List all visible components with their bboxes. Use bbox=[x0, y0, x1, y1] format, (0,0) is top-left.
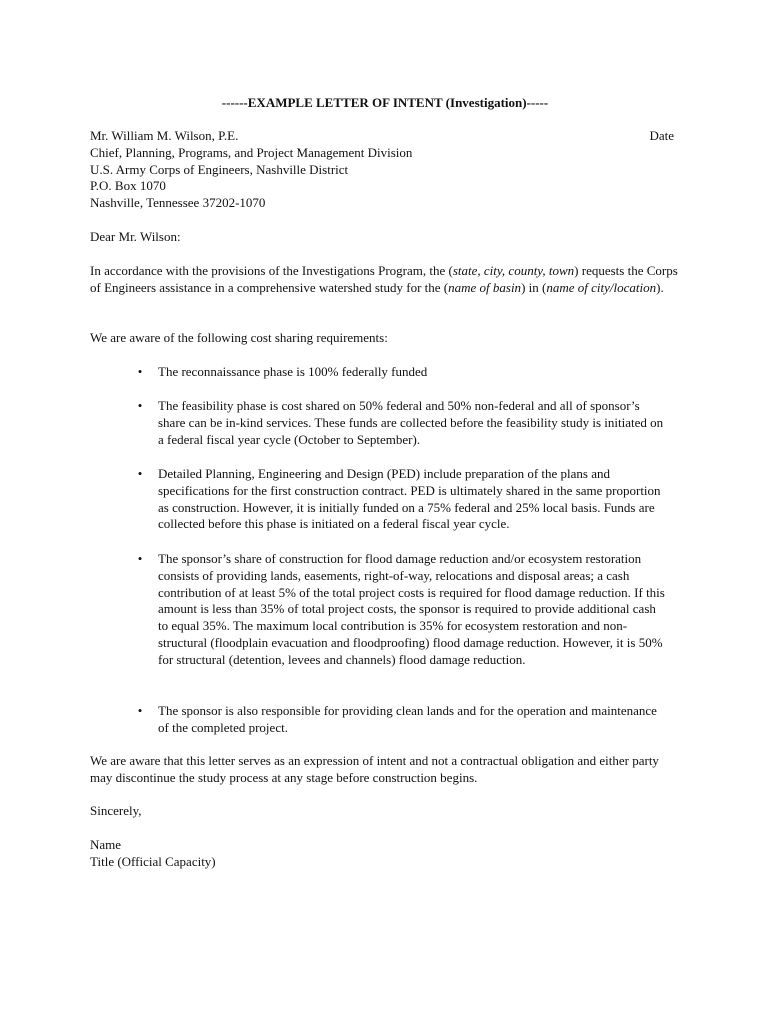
letter-date: Date bbox=[649, 128, 674, 143]
placeholder-sponsor: state, city, county, town bbox=[452, 263, 575, 278]
recipient-po-box: P.O. Box 1070 bbox=[90, 178, 166, 194]
cost-sharing-intro: We are aware of the following cost sharing requirements: bbox=[90, 330, 388, 345]
list-item-text: The sponsor is also responsible for providing clean lands and for the operation and maintenance of the completed project. bbox=[158, 703, 657, 735]
list-item bbox=[137, 551, 668, 669]
list-item bbox=[137, 466, 668, 533]
bullet-icon: • bbox=[137, 466, 143, 481]
recipient-organization: U.S. Army Corps of Engineers, Nashville District bbox=[90, 161, 349, 177]
bullet-icon: • bbox=[137, 398, 143, 413]
bullet-icon: • bbox=[137, 551, 143, 566]
recipient-position: Chief, Planning, Programs, and Project Management Division bbox=[90, 144, 413, 160]
list-item bbox=[137, 703, 668, 737]
salutation: Dear Mr. Wilson: bbox=[90, 229, 181, 244]
recipient-city: Nashville, Tennessee 37202-1070 bbox=[90, 195, 266, 211]
bullet-icon: • bbox=[137, 703, 143, 718]
signature-title: Title (Official Capacity) bbox=[90, 853, 216, 869]
placeholder-basin: name of basin bbox=[448, 279, 522, 295]
list-item-text: The reconnaissance phase is 100% federally funded bbox=[158, 364, 428, 379]
list-item bbox=[137, 364, 668, 381]
list-item-text: Detailed Planning, Engineering and Design (PED) include preparation of the plans and specifications for the first construction contract. PED is ultimately shared in the same proportion as construction. However, it is initially funded on a 75% federal and 25% local basis. Funds are collected before this phase is initiated on a federal fiscal year cycle. bbox=[158, 466, 661, 532]
closing-paragraph: We are aware that this letter serves as an expression of intent and not a contractual obligation and either party may discontinue the study process at any stage before construction begins. bbox=[90, 753, 659, 785]
letter-title: ------EXAMPLE LETTER OF INTENT (Investigation)----- bbox=[221, 95, 549, 110]
bullet-icon: • bbox=[137, 364, 143, 379]
recipient-name: Mr. William M. Wilson, P.E. bbox=[90, 128, 239, 143]
signoff: Sincerely, bbox=[90, 803, 142, 818]
signature-name: Name bbox=[90, 837, 122, 852]
placeholder-location: name of city/location bbox=[546, 279, 657, 295]
opening-paragraph: In accordance with the provisions of the Investigations Program, the (state, city, county, town) requests the Corps of Engineers assistance in a comprehensive watershed study for the (name of basin) in (name of city/location). bbox=[90, 263, 678, 295]
signature-block bbox=[90, 837, 680, 871]
list-item bbox=[137, 398, 668, 448]
list-item-text: The sponsor’s share of construction for flood damage reduction and/or ecosystem restoration consists of providing lands, easements, right-of-way, relocations and disposal areas; a cash contribution of at least 5% of the total project costs is required for flood damage reduction. If this amount is less than 35% of total project costs, the sponsor is required to provide additional cash to equal 35%. The maximum local contribution is 35% for ecosystem restoration and non-structural (floodplain evacuation and floodproofing) flood damage reduction. However, it is 50% for structural (detention, levees and channels) flood damage reduction. bbox=[158, 551, 665, 667]
list-item-text: The feasibility phase is cost shared on 50% federal and 50% non-federal and all of sponsor’s share can be in-kind services. These funds are collected before the feasibility study is initiated on a federal fiscal year cycle (October to September). bbox=[158, 398, 664, 447]
recipient-address bbox=[90, 128, 680, 212]
